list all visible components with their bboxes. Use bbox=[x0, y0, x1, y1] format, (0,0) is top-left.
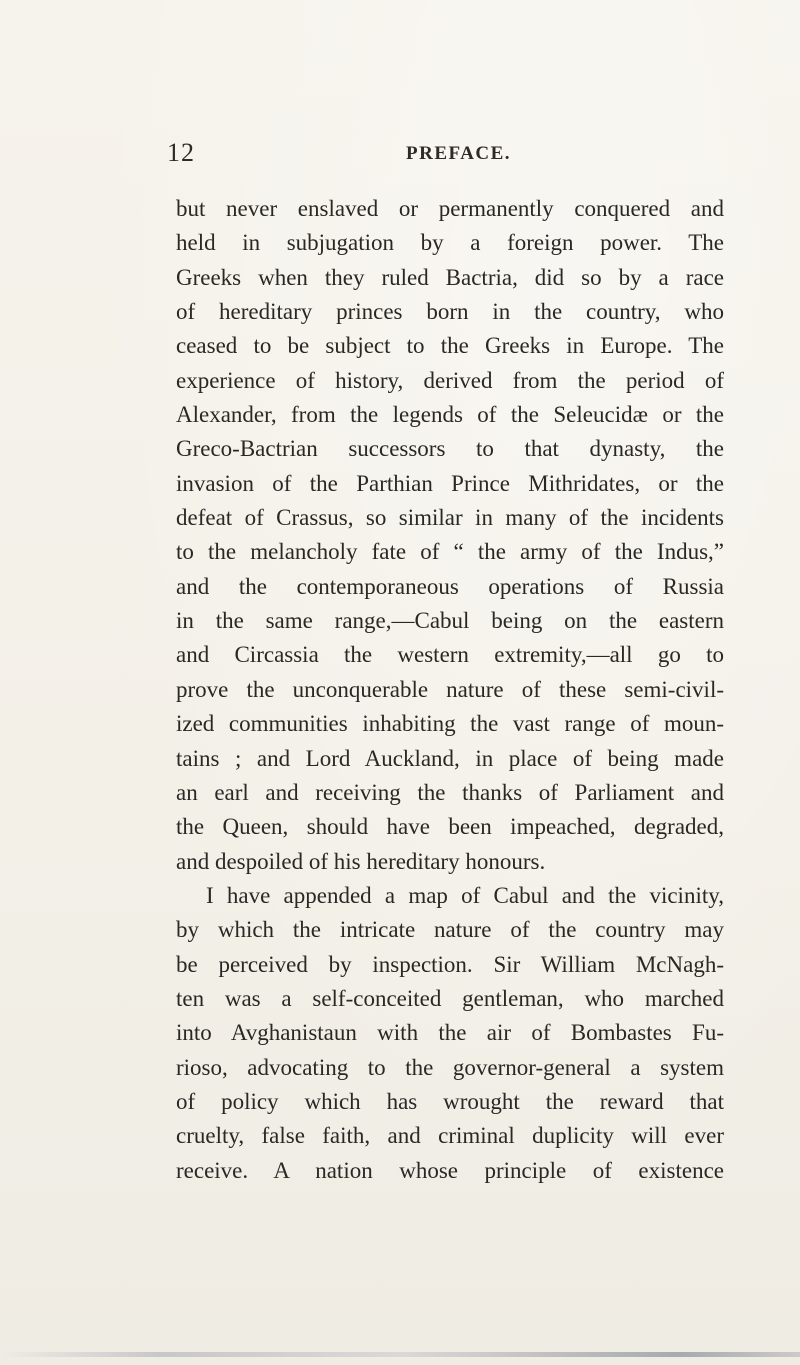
text-line: ceased to be subject to the Greeks in Europe. The bbox=[176, 333, 724, 359]
text-line: held in subjugation by a foreign power. The bbox=[176, 230, 724, 256]
text-line: Alexander, from the legends of the Seleucidæ or the bbox=[176, 402, 724, 428]
text-line: cruelty, false faith, and criminal duplicity will ever bbox=[176, 1123, 724, 1149]
text-line: experience of history, derived from the period of bbox=[176, 367, 724, 393]
text-line: Greeks when they ruled Bactria, did so by a race bbox=[176, 264, 724, 290]
text-line: and Circassia the western extremity,—all go to bbox=[176, 642, 724, 668]
text-line: and the contemporaneous operations of Russia bbox=[176, 573, 724, 599]
text-line: invasion of the Parthian Prince Mithridates, or the bbox=[176, 470, 724, 496]
text-line: to the melancholy fate of “ the army of the Indus,” bbox=[176, 539, 724, 565]
body-text bbox=[176, 192, 724, 1188]
text-line: but never enslaved or permanently conquered and bbox=[176, 196, 724, 221]
text-line: an earl and receiving the thanks of Parliament and bbox=[176, 779, 724, 805]
text-line: ten was a self-conceited gentleman, who marched bbox=[176, 985, 724, 1011]
text-line: prove the unconquerable nature of these semi-civil- bbox=[176, 676, 724, 702]
text-line: of policy which has wrought the reward that bbox=[176, 1088, 724, 1114]
text-line: the Queen, should have been impeached, degraded, bbox=[176, 814, 724, 840]
text-line: receive. A nation whose principle of existence bbox=[176, 1157, 724, 1183]
running-head: PREFACE. bbox=[406, 143, 512, 164]
text-line: by which the intricate nature of the country may bbox=[176, 917, 724, 943]
text-line: defeat of Crassus, so similar in many of the incidents bbox=[176, 505, 724, 531]
text-line: in the same range,—Cabul being on the eastern bbox=[176, 608, 724, 634]
page-bottom-edge bbox=[0, 1352, 800, 1357]
page-number: 12 bbox=[167, 138, 195, 167]
paragraph-start-line: I have appended a map of Cabul and the vicinity, bbox=[206, 882, 724, 908]
text-line: be perceived by inspection. Sir William McNagh- bbox=[176, 951, 724, 977]
text-line: of hereditary princes born in the country, who bbox=[176, 299, 724, 325]
text-line: rioso, advocating to the governor-general a system bbox=[176, 1054, 724, 1080]
paragraph-end-line: and despoiled of his hereditary honours. bbox=[176, 848, 546, 874]
text-line: Greco-Bactrian successors to that dynasty, the bbox=[176, 436, 724, 462]
text-line: into Avghanistaun with the air of Bombastes Fu- bbox=[176, 1020, 724, 1046]
text-line: tains ; and Lord Auckland, in place of being made bbox=[176, 745, 724, 771]
text-line: ized communities inhabiting the vast range of moun- bbox=[176, 711, 724, 737]
